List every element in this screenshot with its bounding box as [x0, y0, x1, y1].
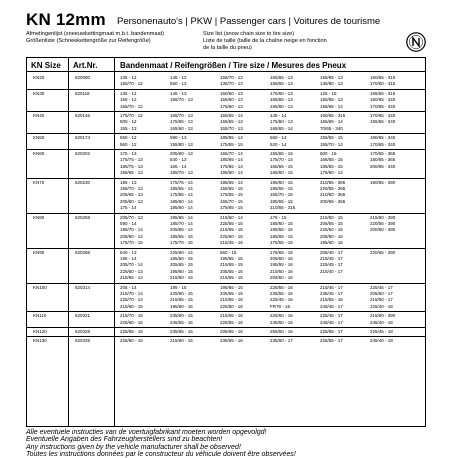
tire-size-cell: 195 - 14 [120, 256, 137, 261]
tire-size-cell: 165/60 - 13 [170, 125, 193, 131]
tire-size-cell: 215/55 - 16 [220, 297, 243, 303]
kn-size-cell: KN100 [33, 284, 47, 290]
tire-size-cell: 155 - 12 [120, 97, 137, 103]
footer-line: Eventuelle Angaben des Fahrzeugherstellers sind zu beachten! [26, 436, 223, 444]
tire-size-cell: 255/60 - 16 [270, 329, 293, 334]
tire-size-cell: 145 - 13 [170, 90, 187, 96]
tire-size-cell: 245/45 - 17 [320, 319, 343, 325]
kn-size-cell: KN50 [33, 135, 45, 141]
tire-size-cell: 205/65 - 14 [170, 227, 193, 233]
tire-size-cell: 215/65 - 14 [120, 275, 143, 281]
tire-size-cell: 225/55 - 17 [320, 338, 343, 344]
tire-size-cell: 135/70 - 13 [220, 81, 243, 87]
tire-size-cell: 165/65 - 15 [270, 163, 293, 169]
tire-size-cell: 225/70 - 14 [120, 297, 143, 303]
row-divider [27, 133, 425, 134]
tire-size-cell: 205/60 - 16 [270, 256, 293, 261]
tire-size-cell: 215/40 - 17 [320, 268, 343, 274]
tire-size-cell: 175/55 - 15 [220, 141, 243, 147]
tire-size-cell: 225/40 - 18 [370, 303, 393, 309]
tire-size-cell: 600 - 15 [320, 151, 337, 156]
tire-size-cell: 195/55 - 15 [270, 198, 293, 204]
tire-size-cell: 205/55 - 15 [320, 221, 343, 226]
tire-size-cell: 215/65 - 16 [220, 313, 243, 319]
tire-size-cell: 185/60 - 15 [170, 256, 193, 261]
article-number-cell: 620286 [75, 249, 91, 255]
tire-size-cell: 245/40 - 18 [370, 319, 393, 325]
header-left-line: Afmetingenlijst (sneeuwkettingmaat m.b.t. bandenmaat) [26, 31, 165, 37]
tire-size-cell: 225/50 - 15 [320, 227, 343, 233]
tire-size-cell: 160/65 - 315 [320, 113, 346, 118]
tire-size-cell: 185/55 - 15 [270, 186, 293, 191]
tire-size-cell: 245/45 - 17 [320, 303, 343, 309]
tire-size-cell: 190/55 - 390 [370, 179, 396, 185]
tire-size-cell: 165/65 - 14 [270, 125, 293, 131]
tire-size-cell: 195/70 - 13 [120, 186, 143, 191]
tire-size-cell: 195/65 - 13 [120, 170, 143, 176]
tire-size-cell: 155/60 - 13 [220, 97, 243, 103]
tire-size-cell: 205/55 - 16 [220, 291, 243, 296]
footer-line: Alle eventuele instructies van de voertuigfabrikant moeten worden opgevolgd! [26, 429, 267, 436]
tire-size-cell: 175 - 15 [270, 214, 287, 220]
tire-size-cell: 215/50 - 16 [270, 268, 293, 274]
header-left-line: Größenliste (Schneekettengröße zur Reifengröße) [26, 38, 151, 44]
row-divider [27, 283, 425, 284]
tire-size-cell: 155/65 - 14 [220, 113, 243, 118]
tire-size-cell: 175/60 - 14 [320, 170, 343, 176]
tire-size-cell: 235/60 - 17 [270, 338, 293, 344]
tire-size-cell: 215/60 - 16 [170, 338, 193, 344]
tire-size-cell: 165/70 - 14 [220, 151, 243, 156]
tire-size-cell: 215/45 - 17 [320, 256, 343, 261]
page-subtitle: Personenauto's | PKW | Passenger cars | Voitures de tourisme [117, 16, 381, 27]
tire-size-cell: 225/60 - 14 [170, 249, 193, 255]
tire-size-cell: 195/60 - 15 [170, 268, 193, 274]
article-number-cell: 620321 [75, 313, 91, 319]
tire-size-cell: 210/55 - 315 [270, 205, 296, 211]
tire-size-cell: 220/65 - 390 [370, 249, 396, 255]
tire-size-cell: 560 - 15 [220, 249, 237, 255]
tire-size-cell: 245/50 - 16 [270, 319, 293, 325]
tire-size-cell: 205/60 - 14 [120, 233, 143, 239]
tire-size-cell: 195/60 - 14 [170, 205, 193, 211]
article-number-cell: 620090 [75, 75, 91, 80]
tire-size-cell: 205/70 - 14 [120, 262, 143, 268]
tire-size-cell: 235/45 - 17 [320, 291, 343, 296]
footer-notes [26, 429, 296, 458]
article-number-cell: 620314 [75, 284, 91, 290]
tire-size-cell: 205/70 - 13 [120, 214, 143, 220]
tire-size-cell: 175/65 - 15 [220, 205, 243, 211]
column-divider [68, 58, 69, 426]
kn-size-cell: KN130 [33, 338, 47, 344]
row-divider [27, 149, 425, 150]
tire-size-cell: 155/70 - 13 [170, 97, 193, 103]
tire-size-cell: 205/65 - 16 [220, 329, 243, 334]
tire-size-cell: 175/65 - 14 [170, 192, 193, 198]
tire-size-cell: 235/55 - 16 [170, 319, 193, 325]
row-divider [27, 111, 425, 112]
tire-size-cell: 175/70 - 14 [270, 157, 293, 163]
tire-size-cell: 215/50 - 15 [320, 214, 343, 220]
tire-size-cell: 205/45 - 17 [320, 249, 343, 255]
tire-size-cell: 640 - 13 [120, 249, 137, 255]
tire-size-cell: 155 - 13 [120, 125, 137, 131]
tire-size-cell: 135 - 12 [120, 90, 137, 96]
kn-size-cell: KN60 [33, 151, 45, 156]
article-number-cell: 620328 [75, 329, 91, 334]
tire-size-cell: 185 - 13 [120, 179, 137, 185]
tire-size-cell: 225/45 - 17 [320, 313, 343, 319]
tire-size-cell: 185/75 - 13 [120, 163, 143, 169]
article-number-cell: 620146 [75, 113, 91, 118]
tire-size-cell: 235/55 - 15 [270, 291, 293, 296]
header-left-lines [26, 31, 164, 45]
tire-size-cell: 165/65 - 315 [370, 90, 396, 96]
tire-size-cell: 560 - 14 [270, 135, 287, 141]
tire-size-cell: 185/60 - 14 [220, 170, 243, 176]
tire-size-cell: 225/45 - 17 [320, 262, 343, 268]
tire-size-cell: 175/70 - 15 [170, 240, 193, 246]
kn-size-cell: KN30 [33, 90, 45, 96]
tire-size-cell: 155/55 - 15 [320, 135, 343, 141]
tire-size-cell: 155/65 - 340 [370, 119, 396, 125]
tire-size-cell: 195/65 - 15 [220, 256, 243, 261]
kn-size-cell: KN120 [33, 329, 47, 334]
tire-size-cell: 135/80 - 13 [320, 81, 343, 87]
tire-size-cell: 175/75 - 14 [170, 179, 193, 185]
kn-size-cell: KN20 [33, 75, 45, 80]
tire-size-cell: 195/70 - 14 [120, 227, 143, 233]
row-divider [27, 89, 425, 90]
article-number-cell: 620202 [75, 151, 91, 156]
tire-size-cell: 175 - 13 [120, 151, 137, 156]
page-title: KN 12mm [26, 10, 106, 29]
column-header-art-nr: Art.Nr. [73, 61, 98, 70]
tire-size-cell: 175/70 - 15 [120, 240, 143, 246]
tire-size-cell: 165/60 - 13 [270, 103, 293, 109]
tire-size-cell: 245/40 - 18 [370, 338, 393, 344]
tire-size-cell: 160/65 - 315 [370, 75, 396, 80]
header-right-line: de la taille du pneu) [203, 45, 252, 51]
tire-size-cell: 175/60 - 13 [270, 119, 293, 125]
tire-size-cell: FR78 - 15 [270, 303, 291, 309]
tire-size-cell: 175/60 - 13 [270, 90, 293, 96]
tire-size-cell: 170/60 - 315 [370, 81, 396, 87]
tire-size-cell: 215/60 - 14 [220, 214, 243, 220]
tire-size-cell: 205 - 14 [120, 284, 137, 290]
tire-size-cell: 205/60 - 13 [170, 151, 193, 156]
tire-size-cell: 195/65 - 15 [220, 284, 243, 290]
tire-size-cell: 215/60 - 15 [120, 303, 143, 309]
tire-size-cell: 175 - 14 [120, 205, 137, 211]
tire-size-cell: 145 - 14 [270, 113, 287, 118]
tire-size-cell: 185/55 - 15 [320, 163, 343, 169]
tire-size-cell: 640 - 13 [170, 157, 187, 163]
tire-size-cell: 235/65 - 16 [220, 338, 243, 344]
norm-certification-icon [406, 32, 426, 52]
tire-size-cell: 155/70 - 13 [220, 125, 243, 131]
tire-size-cell: 180/65 - 340 [370, 135, 396, 141]
tire-size-cell: 215/50 - 17 [370, 297, 393, 303]
tire-size-cell: 175/65 - 14 [220, 163, 243, 169]
tire-size-cell: 215/50 - 15 [170, 275, 193, 281]
tire-size-cell: 195/50 - 16 [320, 240, 343, 246]
tire-size-cell: 235/65 - 16 [170, 329, 193, 334]
tire-size-cell: 165/65 - 13 [220, 119, 243, 125]
tire-size-cell: 175/70 - 12 [120, 113, 143, 118]
tire-size-cell: 215/70 - 14 [120, 291, 143, 296]
kn-size-cell: KN90 [33, 249, 45, 255]
tire-size-cell: 225/65 - 17 [320, 329, 343, 334]
tire-size-cell: 155/65 - 13 [320, 97, 343, 103]
article-number-cell: 620258 [75, 214, 91, 220]
tire-size-cell: 155/65 - 15 [220, 186, 243, 191]
tire-size-cell: 175/60 - 13 [220, 103, 243, 109]
tire-size-cell: 165/65 - 13 [270, 97, 293, 103]
tire-size-cell: 175/55 - 16 [270, 240, 293, 246]
size-table [26, 57, 426, 427]
kn-size-cell: KN80 [33, 214, 45, 220]
tire-size-cell: 160/65 - 340 [370, 97, 396, 103]
tire-size-cell: 225/60 - 16 [270, 313, 293, 319]
tire-size-cell: 165/70 - 15 [220, 198, 243, 204]
row-divider [27, 311, 425, 312]
tire-size-cell: 185/55 - 14 [220, 135, 243, 141]
tire-size-cell: 155/70 - 12 [120, 81, 143, 87]
tire-size-cell: 210/50 - 365 [320, 192, 346, 198]
tire-size-cell: 215/70 - 15 [120, 313, 143, 319]
article-number-cell: 620118 [75, 90, 90, 96]
tire-size-cell: 195/65 - 14 [170, 214, 193, 220]
row-divider [27, 178, 425, 179]
row-divider [27, 248, 425, 249]
tire-size-cell: 225/60 - 16 [120, 319, 143, 325]
tire-size-cell: 185/60 - 15 [270, 221, 293, 226]
tire-size-cell: 500 - 12 [120, 119, 137, 125]
kn-size-cell: KN70 [33, 179, 45, 185]
tire-size-cell: 165/60 - 15 [270, 170, 293, 176]
tire-size-cell: 200/65 - 365 [320, 198, 346, 204]
tire-size-cell: 155/70 - 14 [320, 141, 343, 147]
tire-size-cell: 155/65 - 13 [320, 75, 343, 80]
tire-size-cell: 200/65 - 340 [370, 163, 396, 169]
tire-size-cell: 225/60 - 13 [120, 268, 143, 274]
header-divider [27, 71, 425, 72]
tire-size-cell: 210/55 - 365 [320, 179, 346, 185]
tire-size-cell: 215/55 - 16 [320, 297, 343, 303]
tire-size-cell: 185/65 - 14 [220, 157, 243, 163]
footer-line: Any instructions given by the vehicle manufacturer shall be observed! [26, 443, 241, 451]
tire-size-cell: 165/70 - 15 [270, 192, 293, 198]
tire-size-cell: 160/60 - 13 [220, 90, 243, 96]
tire-size-cell: 225/60 - 15 [120, 338, 143, 344]
kn-size-cell: KN40 [33, 113, 45, 118]
kn-size-cell: KN110 [33, 313, 47, 319]
tire-size-cell: 205/65 - 15 [170, 262, 193, 268]
tire-size-cell: 560 - 12 [120, 141, 137, 147]
tire-size-cell: 215/45 - 16 [220, 240, 243, 246]
tire-size-cell: 225/45 - 17 [370, 284, 393, 290]
tire-size-cell: 205/50 - 17 [370, 291, 393, 296]
tire-size-cell: 175/75 - 13 [120, 157, 143, 163]
tire-size-cell: 185/60 - 14 [170, 198, 193, 204]
tire-size-cell: 590 - 13 [170, 135, 187, 141]
tire-size-cell: 215/65 - 15 [170, 297, 193, 303]
tire-size-cell: 195/55 - 16 [270, 262, 293, 268]
tire-size-cell: 195/60 - 16 [170, 303, 193, 309]
tire-size-cell: 165 - 14 [170, 163, 187, 169]
tire-size-cell: 175/65 - 13 [170, 119, 193, 125]
tire-size-cell: 215/55 - 15 [220, 227, 243, 233]
tire-size-cell: 520 - 14 [270, 141, 287, 147]
tire-size-cell: 225/45 - 16 [270, 297, 293, 303]
column-header-tire-sizes: Bandenmaat / Reifengrößen / Tire size / Mesures des Pneux [120, 61, 347, 70]
tire-size-cell: 70/65 - 340 [320, 125, 343, 131]
tire-size-cell: 170/65 - 340 [370, 141, 396, 147]
tire-size-cell: 550 - 12 [120, 135, 137, 141]
tire-size-cell: 185/70 - 14 [170, 221, 193, 226]
tire-size-cell: 215/60 - 390 [370, 313, 396, 319]
tire-size-cell: 225/45 - 18 [370, 329, 393, 334]
tire-size-cell: 225/50 - 16 [220, 303, 243, 309]
tire-size-cell: 225/55 - 15 [220, 221, 243, 226]
tire-size-cell: 170/65 - 365 [370, 151, 396, 156]
tire-size-cell: 195 - 15 [170, 284, 187, 290]
column-header-kn-size: KN Size [31, 61, 61, 70]
tire-size-cell: 145 - 12 [170, 75, 187, 80]
tire-size-cell: 185/65 - 15 [170, 233, 193, 239]
tire-size-cell: 195/60 - 15 [270, 179, 293, 185]
tire-size-cell: 185/65 - 14 [220, 179, 243, 185]
row-divider [27, 336, 425, 337]
tire-size-cell: 205/50 - 16 [270, 275, 293, 281]
tire-size-cell: 155/65 - 14 [320, 103, 343, 109]
tire-size-cell: 155/80 - 13 [170, 141, 193, 147]
article-number-cell: 620335 [75, 338, 91, 344]
tire-size-cell: 185/65 - 15 [270, 233, 293, 239]
tire-size-cell: 175/65 - 16 [270, 249, 293, 255]
article-number-cell: 620174 [75, 135, 91, 141]
tire-size-cell: 155/70 - 12 [220, 75, 243, 80]
tire-size-cell: 200/60 - 390 [370, 227, 396, 233]
tire-size-cell: 235/60 - 15 [170, 313, 193, 319]
header-right-line: Liste de taille (taille de la chaîne neige en fonction [203, 38, 327, 44]
tire-size-cell: 205/55 - 16 [220, 268, 243, 274]
tire-size-cell: 215/45 - 17 [320, 284, 343, 290]
tire-size-cell: 225/55 - 16 [220, 319, 243, 325]
tire-size-cell: 215/55 - 15 [220, 262, 243, 268]
tire-size-cell: 185/70 - 13 [170, 170, 193, 176]
tire-size-cell: 165/70 - 13 [170, 113, 193, 118]
tire-size-cell: 165/65 - 13 [270, 75, 293, 80]
row-divider [27, 213, 425, 214]
column-divider [114, 58, 115, 426]
tire-size-cell: 225/60 - 15 [170, 291, 193, 296]
tire-size-cell: 215/55 - 15 [220, 275, 243, 281]
tire-size-cell: 185/65 - 14 [170, 186, 193, 191]
tire-size-cell: 180/65 - 365 [370, 157, 396, 163]
tire-size-cell: 590 - 14 [120, 221, 137, 226]
tire-size-cell: 205/65 - 13 [120, 192, 143, 198]
tire-size-cell: 220/55 - 390 [370, 221, 396, 226]
article-number-cell: 620230 [75, 179, 91, 185]
tire-size-cell: 225/50 - 15 [220, 233, 243, 239]
tire-size-cell: 165/65 - 14 [320, 119, 343, 125]
tire-size-cell: 205/60 - 13 [120, 198, 143, 204]
tire-size-cell: 225/65 - 15 [120, 329, 143, 334]
tire-size-cell: 205/50 - 16 [320, 233, 343, 239]
tire-size-cell: 220/55 - 365 [320, 186, 346, 191]
tire-size-cell: 550 - 12 [170, 81, 187, 87]
tire-size-cell: 165/55 - 15 [320, 157, 343, 163]
footer-line: Toutes les instructions données par le constructeur du véhicule doivent être observées! [26, 450, 296, 458]
tire-size-cell: 195/55 - 15 [270, 227, 293, 233]
tire-size-cell: 135 - 12 [120, 75, 137, 80]
tire-size-cell: 155/65 - 13 [270, 81, 293, 87]
header-right-lines [203, 31, 327, 52]
tire-size-cell: 155/65 - 15 [270, 151, 293, 156]
tire-size-cell: 225/55 - 16 [270, 284, 293, 290]
tire-size-cell: 215/60 - 390 [370, 214, 396, 220]
row-divider [27, 327, 425, 328]
tire-size-cell: 170/65 - 340 [370, 113, 396, 118]
tire-size-cell: 165/70 - 12 [120, 103, 143, 109]
tire-size-cell: 175/55 - 15 [220, 192, 243, 198]
tire-size-cell: 125 - 15 [320, 90, 337, 96]
tire-size-cell: 170/65 - 340 [370, 103, 396, 109]
header-right-line: Size list (snow chain size to tire size) [203, 31, 295, 37]
